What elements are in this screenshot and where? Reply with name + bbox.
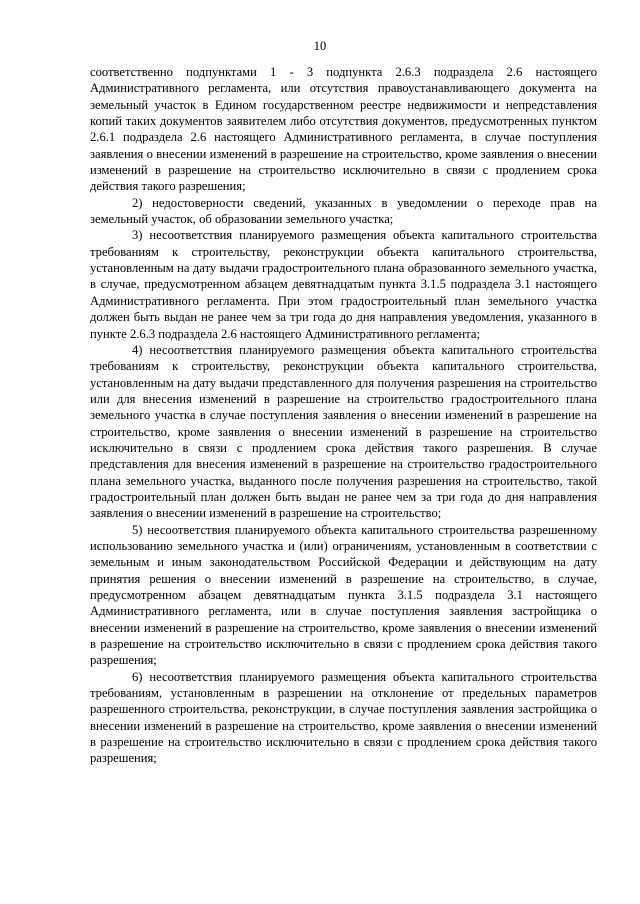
document-body bbox=[90, 64, 597, 767]
paragraph-item-5: 5) несоответствия планируемого объекта капитального строительства разрешенному использованию земельного участка и (или) ограничениям, установленным в соответствии с земельным и иным законодательством Российской Федерации и действующим на дату принятия решения о внесении изменений в разрешение на строительство, в случае, предусмотренном абзацем девятнадцатым пункта 3.1.5 подраздела 3.1 настоящего Административного регламента, или в случае поступления заявления застройщика о внесении изменений в разрешение на строительство, кроме заявления о внесении изменений в разрешение на строительство исключительно в связи с продлением срока действия такого разрешения; bbox=[90, 522, 597, 668]
paragraph-item-2: 2) недостоверности сведений, указанных в уведомлении о переходе прав на земельный участок, об образовании земельного участка; bbox=[90, 195, 597, 227]
paragraph-item-4: 4) несоответствия планируемого размещения объекта капитального строительства требованиям к строительству, реконструкции объекта капитального строительства, установленным на дату выдачи представленного для получения разрешения на строительство или для внесения изменений в разрешение на строительство градостроительного плана земельного участка в случае поступления заявления о внесении изменений в разрешение на строительство, кроме заявления о внесении изменений в разрешение на строительство исключительно в связи с продлением срока действия такого разрешения. В случае представления для внесения изменений в разрешение на строительство градостроительного плана земельного участка, выданного после получения разрешения на строительство, такой градостроительный план должен быть выдан не ранее чем за три года до дня направления заявления о внесении изменений в разрешение на строительство; bbox=[90, 342, 597, 521]
paragraph-continuation: соответственно подпунктами 1 - 3 подпункта 2.6.3 подраздела 2.6 настоящего Административного регламента, или отсутствия правоустанавливающего документа на земельный участок в Едином государственном реестре недвижимости и непредставления копий таких документов заявителем либо отсутствия документов, предусмотренных пунктом 2.6.1 подраздела 2.6 настоящего Административного регламента, в случае поступления заявления о внесении изменений в разрешение на строительство, кроме заявления о внесении изменений в разрешение на строительство исключительно в связи с продлением срока действия такого разрешения; bbox=[90, 65, 597, 194]
page-number: 10 bbox=[313, 39, 327, 53]
paragraph-item-6: 6) несоответствия планируемого размещения объекта капитального строительства требованиям, установленным в разрешении на отклонение от предельных параметров разрешенного строительства, реконструкции, в случае поступления заявления застройщика о внесении изменений в разрешение на строительство, кроме заявления о внесении изменений в разрешение на строительство исключительно в связи с продлением срока действия такого разрешения; bbox=[90, 669, 597, 766]
paragraph-item-3: 3) несоответствия планируемого размещения объекта капитального строительства требованиям к строительству, реконструкции объекта капитального строительства, установленным на дату выдачи градостроительного плана образованного земельного участка, в случае, предусмотренном абзацем девятнадцатым пункта 3.1.5 подраздела 3.1 настоящего Административного регламента. При этом градостроительный план земельного участка должен быть выдан не ранее чем за три года до дня направления уведомления, указанного в пункте 2.6.3 подраздела 2.6 настоящего Административного регламента; bbox=[90, 228, 597, 341]
